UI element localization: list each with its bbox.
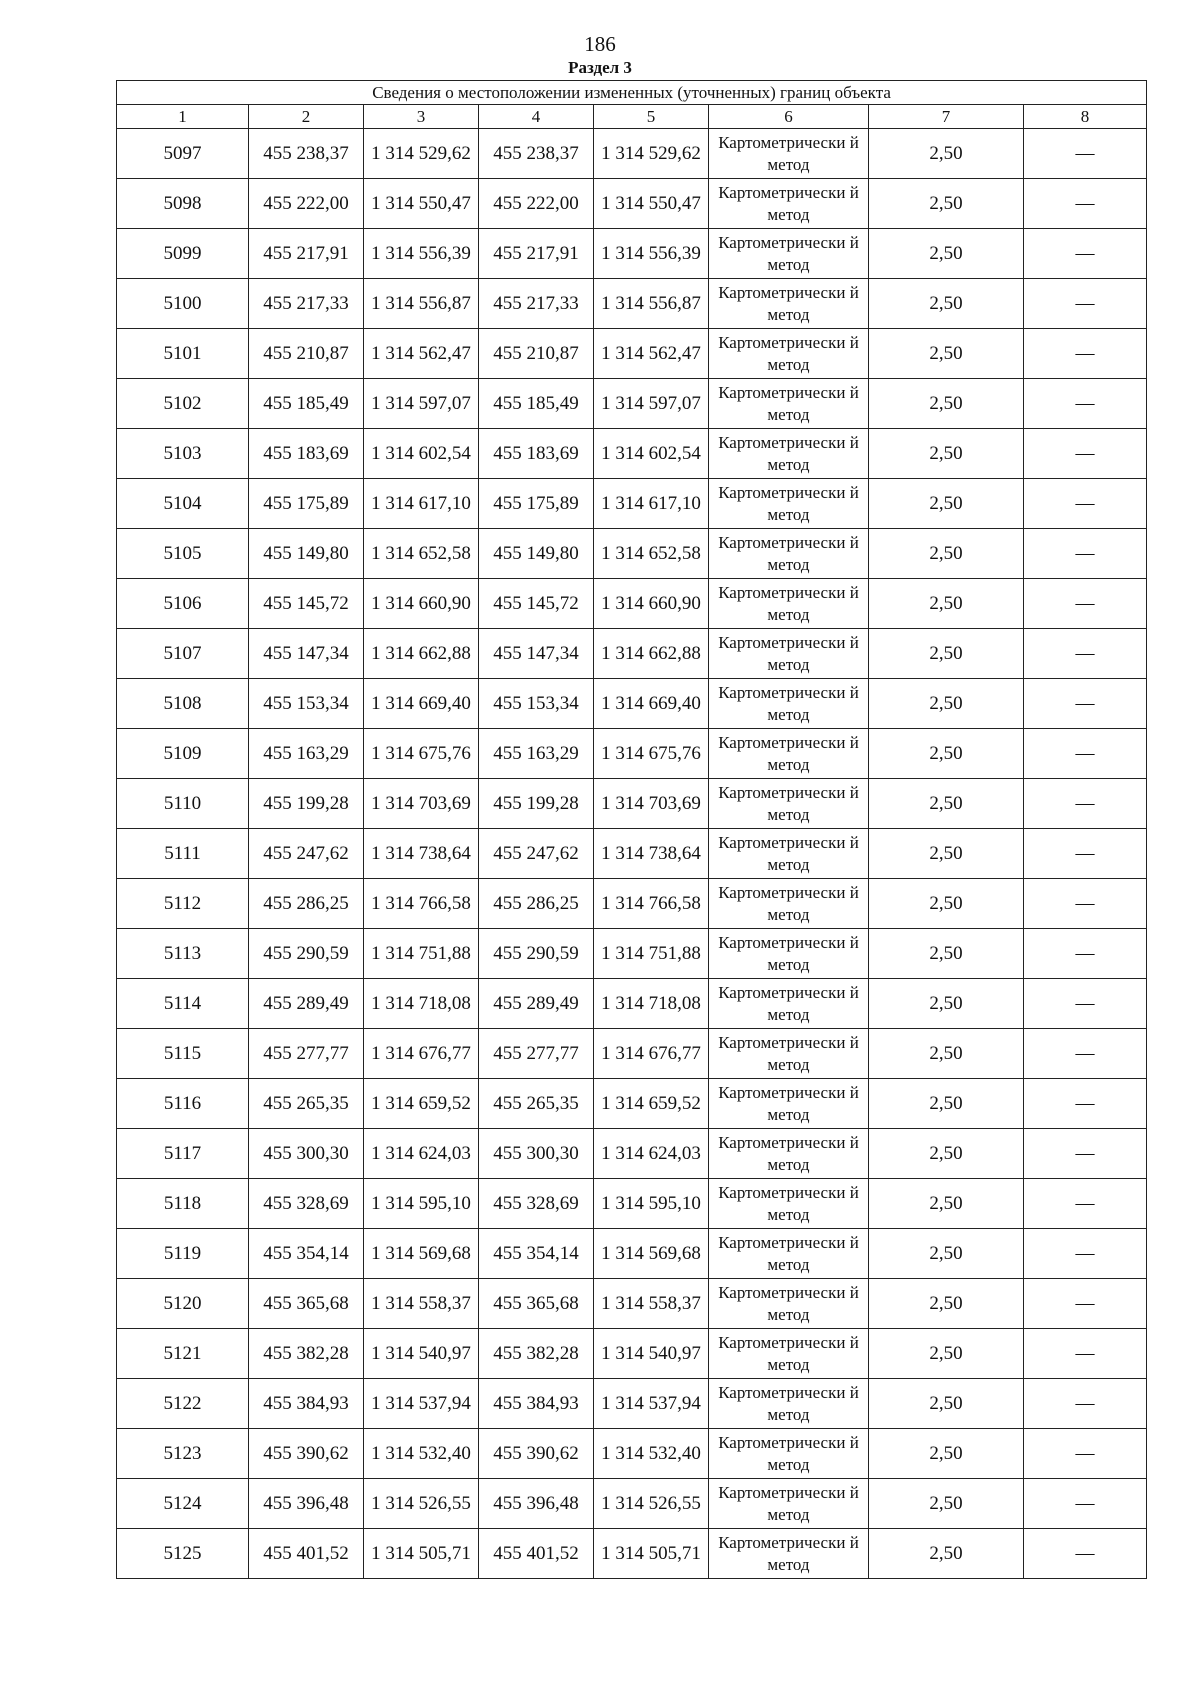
table-row: [117, 1479, 1147, 1529]
accuracy-cell: 2,50: [869, 129, 1024, 179]
y-existing-cell: 1 314 660,90: [364, 579, 479, 629]
point-number-cell: 5121: [117, 1329, 249, 1379]
note-cell: —: [1024, 1179, 1147, 1229]
x-new-cell: 455 300,30: [479, 1129, 594, 1179]
point-number-cell: 5119: [117, 1229, 249, 1279]
x-new-cell: 455 277,77: [479, 1029, 594, 1079]
note-cell: —: [1024, 729, 1147, 779]
table-row: [117, 1029, 1147, 1079]
note-cell: —: [1024, 1479, 1147, 1529]
method-cell: Картометрически й метод: [709, 1179, 869, 1229]
y-existing-cell: 1 314 703,69: [364, 779, 479, 829]
note-cell: —: [1024, 1029, 1147, 1079]
x-new-cell: 455 396,48: [479, 1479, 594, 1529]
x-new-cell: 455 290,59: [479, 929, 594, 979]
table-row: [117, 129, 1147, 179]
x-existing-cell: 455 382,28: [249, 1329, 364, 1379]
y-existing-cell: 1 314 624,03: [364, 1129, 479, 1179]
x-new-cell: 455 153,34: [479, 679, 594, 729]
y-existing-cell: 1 314 669,40: [364, 679, 479, 729]
accuracy-cell: 2,50: [869, 1079, 1024, 1129]
x-new-cell: 455 265,35: [479, 1079, 594, 1129]
x-existing-cell: 455 290,59: [249, 929, 364, 979]
y-new-cell: 1 314 532,40: [594, 1429, 709, 1479]
y-existing-cell: 1 314 558,37: [364, 1279, 479, 1329]
x-new-cell: 455 401,52: [479, 1529, 594, 1579]
y-new-cell: 1 314 766,58: [594, 879, 709, 929]
table-row: [117, 1129, 1147, 1179]
accuracy-cell: 2,50: [869, 1179, 1024, 1229]
point-number-cell: 5113: [117, 929, 249, 979]
x-existing-cell: 455 277,77: [249, 1029, 364, 1079]
method-cell: Картометрически й метод: [709, 1479, 869, 1529]
column-number: 7: [869, 105, 1024, 129]
accuracy-cell: 2,50: [869, 229, 1024, 279]
column-number: 6: [709, 105, 869, 129]
x-new-cell: 455 145,72: [479, 579, 594, 629]
x-existing-cell: 455 286,25: [249, 879, 364, 929]
x-existing-cell: 455 247,62: [249, 829, 364, 879]
y-existing-cell: 1 314 597,07: [364, 379, 479, 429]
x-existing-cell: 455 145,72: [249, 579, 364, 629]
accuracy-cell: 2,50: [869, 329, 1024, 379]
y-existing-cell: 1 314 595,10: [364, 1179, 479, 1229]
table-row: [117, 1179, 1147, 1229]
accuracy-cell: 2,50: [869, 279, 1024, 329]
x-new-cell: 455 286,25: [479, 879, 594, 929]
x-new-cell: 455 390,62: [479, 1429, 594, 1479]
accuracy-cell: 2,50: [869, 829, 1024, 879]
method-cell: Картометрически й метод: [709, 229, 869, 279]
column-number: 4: [479, 105, 594, 129]
y-existing-cell: 1 314 718,08: [364, 979, 479, 1029]
note-cell: —: [1024, 1229, 1147, 1279]
y-existing-cell: 1 314 662,88: [364, 629, 479, 679]
y-new-cell: 1 314 540,97: [594, 1329, 709, 1379]
method-cell: Картометрически й метод: [709, 479, 869, 529]
column-number: 8: [1024, 105, 1147, 129]
x-existing-cell: 455 199,28: [249, 779, 364, 829]
point-number-cell: 5100: [117, 279, 249, 329]
x-existing-cell: 455 217,91: [249, 229, 364, 279]
x-existing-cell: 455 175,89: [249, 479, 364, 529]
y-existing-cell: 1 314 659,52: [364, 1079, 479, 1129]
point-number-cell: 5101: [117, 329, 249, 379]
accuracy-cell: 2,50: [869, 529, 1024, 579]
method-cell: Картометрически й метод: [709, 1529, 869, 1579]
point-number-cell: 5125: [117, 1529, 249, 1579]
x-existing-cell: 455 328,69: [249, 1179, 364, 1229]
table-row: [117, 1329, 1147, 1379]
note-cell: —: [1024, 279, 1147, 329]
table-row: [117, 279, 1147, 329]
y-new-cell: 1 314 703,69: [594, 779, 709, 829]
x-new-cell: 455 222,00: [479, 179, 594, 229]
y-existing-cell: 1 314 556,39: [364, 229, 479, 279]
point-number-cell: 5102: [117, 379, 249, 429]
point-number-cell: 5120: [117, 1279, 249, 1329]
method-cell: Картометрически й метод: [709, 1079, 869, 1129]
table-row: [117, 229, 1147, 279]
y-new-cell: 1 314 569,68: [594, 1229, 709, 1279]
note-cell: —: [1024, 1279, 1147, 1329]
y-new-cell: 1 314 558,37: [594, 1279, 709, 1329]
x-new-cell: 455 247,62: [479, 829, 594, 879]
y-existing-cell: 1 314 675,76: [364, 729, 479, 779]
coordinates-table: [116, 80, 1147, 1579]
note-cell: —: [1024, 429, 1147, 479]
accuracy-cell: 2,50: [869, 429, 1024, 479]
accuracy-cell: 2,50: [869, 479, 1024, 529]
accuracy-cell: 2,50: [869, 779, 1024, 829]
point-number-cell: 5106: [117, 579, 249, 629]
accuracy-cell: 2,50: [869, 679, 1024, 729]
accuracy-cell: 2,50: [869, 979, 1024, 1029]
x-new-cell: 455 328,69: [479, 1179, 594, 1229]
y-new-cell: 1 314 550,47: [594, 179, 709, 229]
method-cell: Картометрически й метод: [709, 579, 869, 629]
accuracy-cell: 2,50: [869, 1229, 1024, 1279]
y-new-cell: 1 314 675,76: [594, 729, 709, 779]
x-new-cell: 455 163,29: [479, 729, 594, 779]
y-new-cell: 1 314 718,08: [594, 979, 709, 1029]
note-cell: —: [1024, 879, 1147, 929]
y-existing-cell: 1 314 652,58: [364, 529, 479, 579]
method-cell: Картометрически й метод: [709, 729, 869, 779]
note-cell: —: [1024, 479, 1147, 529]
y-new-cell: 1 314 529,62: [594, 129, 709, 179]
accuracy-cell: 2,50: [869, 879, 1024, 929]
method-cell: Картометрически й метод: [709, 779, 869, 829]
accuracy-cell: 2,50: [869, 379, 1024, 429]
y-new-cell: 1 314 597,07: [594, 379, 709, 429]
x-existing-cell: 455 149,80: [249, 529, 364, 579]
x-new-cell: 455 199,28: [479, 779, 594, 829]
table-row: [117, 679, 1147, 729]
x-new-cell: 455 384,93: [479, 1379, 594, 1429]
column-number-row: [117, 105, 1147, 129]
x-existing-cell: 455 384,93: [249, 1379, 364, 1429]
x-existing-cell: 455 265,35: [249, 1079, 364, 1129]
x-new-cell: 455 217,33: [479, 279, 594, 329]
y-new-cell: 1 314 738,64: [594, 829, 709, 879]
y-new-cell: 1 314 556,87: [594, 279, 709, 329]
x-new-cell: 455 289,49: [479, 979, 594, 1029]
point-number-cell: 5097: [117, 129, 249, 179]
y-new-cell: 1 314 659,52: [594, 1079, 709, 1129]
table-row: [117, 979, 1147, 1029]
y-existing-cell: 1 314 532,40: [364, 1429, 479, 1479]
y-new-cell: 1 314 624,03: [594, 1129, 709, 1179]
x-new-cell: 455 175,89: [479, 479, 594, 529]
note-cell: —: [1024, 1379, 1147, 1429]
x-existing-cell: 455 217,33: [249, 279, 364, 329]
point-number-cell: 5107: [117, 629, 249, 679]
x-existing-cell: 455 289,49: [249, 979, 364, 1029]
accuracy-cell: 2,50: [869, 1129, 1024, 1179]
y-new-cell: 1 314 526,55: [594, 1479, 709, 1529]
x-new-cell: 455 365,68: [479, 1279, 594, 1329]
table-row: [117, 1379, 1147, 1429]
table-row: [117, 729, 1147, 779]
table-row: [117, 1279, 1147, 1329]
y-existing-cell: 1 314 556,87: [364, 279, 479, 329]
point-number-cell: 5118: [117, 1179, 249, 1229]
note-cell: —: [1024, 379, 1147, 429]
point-number-cell: 5112: [117, 879, 249, 929]
x-existing-cell: 455 163,29: [249, 729, 364, 779]
y-existing-cell: 1 314 569,68: [364, 1229, 479, 1279]
point-number-cell: 5114: [117, 979, 249, 1029]
table-row: [117, 1079, 1147, 1129]
method-cell: Картометрически й метод: [709, 829, 869, 879]
page-number: 186: [584, 32, 616, 56]
method-cell: Картометрически й метод: [709, 179, 869, 229]
table-row: [117, 479, 1147, 529]
y-existing-cell: 1 314 550,47: [364, 179, 479, 229]
y-existing-cell: 1 314 602,54: [364, 429, 479, 479]
accuracy-cell: 2,50: [869, 629, 1024, 679]
accuracy-cell: 2,50: [869, 1279, 1024, 1329]
y-new-cell: 1 314 595,10: [594, 1179, 709, 1229]
point-number-cell: 5123: [117, 1429, 249, 1479]
method-cell: Картометрически й метод: [709, 129, 869, 179]
method-cell: Картометрически й метод: [709, 629, 869, 679]
x-existing-cell: 455 365,68: [249, 1279, 364, 1329]
y-existing-cell: 1 314 676,77: [364, 1029, 479, 1079]
y-existing-cell: 1 314 751,88: [364, 929, 479, 979]
note-cell: —: [1024, 1079, 1147, 1129]
table-row: [117, 629, 1147, 679]
point-number-cell: 5105: [117, 529, 249, 579]
accuracy-cell: 2,50: [869, 579, 1024, 629]
method-cell: Картометрически й метод: [709, 429, 869, 479]
table-row: [117, 429, 1147, 479]
note-cell: —: [1024, 179, 1147, 229]
point-number-cell: 5103: [117, 429, 249, 479]
method-cell: Картометрически й метод: [709, 1429, 869, 1479]
accuracy-cell: 2,50: [869, 1379, 1024, 1429]
accuracy-cell: 2,50: [869, 179, 1024, 229]
column-number: 1: [117, 105, 249, 129]
y-new-cell: 1 314 751,88: [594, 929, 709, 979]
method-cell: Картометрически й метод: [709, 879, 869, 929]
column-number: 5: [594, 105, 709, 129]
table-row: [117, 379, 1147, 429]
x-new-cell: 455 147,34: [479, 629, 594, 679]
x-existing-cell: 455 238,37: [249, 129, 364, 179]
x-existing-cell: 455 390,62: [249, 1429, 364, 1479]
method-cell: Картометрически й метод: [709, 679, 869, 729]
table-row: [117, 579, 1147, 629]
point-number-cell: 5098: [117, 179, 249, 229]
note-cell: —: [1024, 579, 1147, 629]
column-number: 3: [364, 105, 479, 129]
method-cell: Картометрически й метод: [709, 1329, 869, 1379]
note-cell: —: [1024, 529, 1147, 579]
point-number-cell: 5124: [117, 1479, 249, 1529]
x-new-cell: 455 382,28: [479, 1329, 594, 1379]
method-cell: Картометрически й метод: [709, 1029, 869, 1079]
method-cell: Картометрически й метод: [709, 1129, 869, 1179]
table-row: [117, 179, 1147, 229]
method-cell: Картометрически й метод: [709, 379, 869, 429]
y-existing-cell: 1 314 766,58: [364, 879, 479, 929]
x-new-cell: 455 183,69: [479, 429, 594, 479]
table-row: [117, 829, 1147, 879]
note-cell: —: [1024, 929, 1147, 979]
y-existing-cell: 1 314 540,97: [364, 1329, 479, 1379]
method-cell: Картометрически й метод: [709, 279, 869, 329]
table-body: [117, 129, 1147, 1579]
y-new-cell: 1 314 676,77: [594, 1029, 709, 1079]
y-existing-cell: 1 314 526,55: [364, 1479, 479, 1529]
table-row: [117, 1229, 1147, 1279]
note-cell: —: [1024, 979, 1147, 1029]
note-cell: —: [1024, 129, 1147, 179]
table-caption: Сведения о местоположении измененных (уточненных) границ объекта: [117, 81, 1147, 105]
point-number-cell: 5116: [117, 1079, 249, 1129]
accuracy-cell: 2,50: [869, 1429, 1024, 1479]
note-cell: —: [1024, 229, 1147, 279]
accuracy-cell: 2,50: [869, 1479, 1024, 1529]
point-number-cell: 5111: [117, 829, 249, 879]
note-cell: —: [1024, 329, 1147, 379]
method-cell: Картометрически й метод: [709, 329, 869, 379]
x-existing-cell: 455 147,34: [249, 629, 364, 679]
method-cell: Картометрически й метод: [709, 929, 869, 979]
table-row: [117, 1429, 1147, 1479]
x-new-cell: 455 185,49: [479, 379, 594, 429]
y-existing-cell: 1 314 537,94: [364, 1379, 479, 1429]
column-number: 2: [249, 105, 364, 129]
table-row: [117, 779, 1147, 829]
method-cell: Картометрически й метод: [709, 1229, 869, 1279]
point-number-cell: 5110: [117, 779, 249, 829]
note-cell: —: [1024, 1529, 1147, 1579]
table-row: [117, 529, 1147, 579]
x-new-cell: 455 210,87: [479, 329, 594, 379]
note-cell: —: [1024, 679, 1147, 729]
y-new-cell: 1 314 652,58: [594, 529, 709, 579]
note-cell: —: [1024, 779, 1147, 829]
table-row: [117, 329, 1147, 379]
y-new-cell: 1 314 556,39: [594, 229, 709, 279]
x-existing-cell: 455 222,00: [249, 179, 364, 229]
method-cell: Картометрически й метод: [709, 1279, 869, 1329]
method-cell: Картометрически й метод: [709, 529, 869, 579]
note-cell: —: [1024, 1129, 1147, 1179]
note-cell: —: [1024, 629, 1147, 679]
y-new-cell: 1 314 662,88: [594, 629, 709, 679]
point-number-cell: 5115: [117, 1029, 249, 1079]
x-existing-cell: 455 210,87: [249, 329, 364, 379]
note-cell: —: [1024, 1329, 1147, 1379]
table-row: [117, 879, 1147, 929]
x-existing-cell: 455 354,14: [249, 1229, 364, 1279]
accuracy-cell: 2,50: [869, 1529, 1024, 1579]
x-existing-cell: 455 183,69: [249, 429, 364, 479]
accuracy-cell: 2,50: [869, 1329, 1024, 1379]
table-row: [117, 929, 1147, 979]
x-new-cell: 455 354,14: [479, 1229, 594, 1279]
y-existing-cell: 1 314 505,71: [364, 1529, 479, 1579]
x-existing-cell: 455 185,49: [249, 379, 364, 429]
point-number-cell: 5099: [117, 229, 249, 279]
y-new-cell: 1 314 537,94: [594, 1379, 709, 1429]
method-cell: Картометрически й метод: [709, 1379, 869, 1429]
point-number-cell: 5122: [117, 1379, 249, 1429]
section-title: Раздел 3: [568, 58, 632, 77]
y-existing-cell: 1 314 529,62: [364, 129, 479, 179]
x-existing-cell: 455 396,48: [249, 1479, 364, 1529]
x-new-cell: 455 238,37: [479, 129, 594, 179]
accuracy-cell: 2,50: [869, 1029, 1024, 1079]
y-existing-cell: 1 314 562,47: [364, 329, 479, 379]
x-existing-cell: 455 153,34: [249, 679, 364, 729]
y-new-cell: 1 314 602,54: [594, 429, 709, 479]
y-new-cell: 1 314 669,40: [594, 679, 709, 729]
y-new-cell: 1 314 617,10: [594, 479, 709, 529]
method-cell: Картометрически й метод: [709, 979, 869, 1029]
x-new-cell: 455 149,80: [479, 529, 594, 579]
x-existing-cell: 455 401,52: [249, 1529, 364, 1579]
y-existing-cell: 1 314 617,10: [364, 479, 479, 529]
table-row: [117, 1529, 1147, 1579]
y-existing-cell: 1 314 738,64: [364, 829, 479, 879]
note-cell: —: [1024, 1429, 1147, 1479]
accuracy-cell: 2,50: [869, 929, 1024, 979]
y-new-cell: 1 314 660,90: [594, 579, 709, 629]
point-number-cell: 5104: [117, 479, 249, 529]
accuracy-cell: 2,50: [869, 729, 1024, 779]
x-existing-cell: 455 300,30: [249, 1129, 364, 1179]
point-number-cell: 5109: [117, 729, 249, 779]
y-new-cell: 1 314 505,71: [594, 1529, 709, 1579]
note-cell: —: [1024, 829, 1147, 879]
point-number-cell: 5108: [117, 679, 249, 729]
x-new-cell: 455 217,91: [479, 229, 594, 279]
y-new-cell: 1 314 562,47: [594, 329, 709, 379]
point-number-cell: 5117: [117, 1129, 249, 1179]
